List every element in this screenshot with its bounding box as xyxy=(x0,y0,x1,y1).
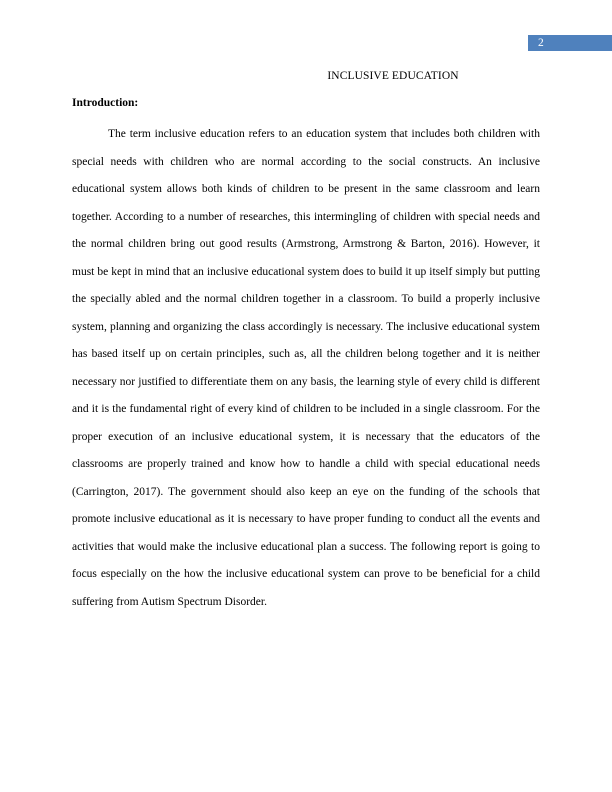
page-number-band xyxy=(528,35,612,51)
document-title: INCLUSIVE EDUCATION xyxy=(327,70,459,82)
section-heading: Introduction: xyxy=(72,97,139,109)
body-paragraph: The term inclusive education refers to an education system that includes both children with special needs with children who are normal according to the social constructs. An inclusive educational system allows both kinds of children to be present in the same classroom and learn together. According to a number of researches, this intermingling of children with special needs and the normal children bring out good results (Armstrong, Armstrong & Barton, 2016). However, it must be kept in mind that an inclusive educational system does to build it up itself simply but putting the specially abled and the normal children together in a classroom. To build a properly inclusive system, planning and organizing the class accordingly is necessary. The inclusive educational system has based itself up on certain principles, such as, all the children belong together and it is neither necessary nor justified to differentiate them on any basis, the learning style of every child is different and it is the fundamental right of every kind of children to be included in a single classroom. For the proper execution of an inclusive educational system, it is necessary that the educators of the classrooms are properly trained and know how to handle a child with special educational needs (Carrington, 2017). The government should also keep an eye on the funding of the schools that promote inclusive educational as it is necessary to have proper funding to conduct all the events and activities that would make the inclusive educational plan a success. The following report is going to focus especially on the how the inclusive educational system can prove to be beneficial for a child suffering from Autism Spectrum Disorder. xyxy=(72,128,540,608)
page-number: 2 xyxy=(538,37,544,49)
